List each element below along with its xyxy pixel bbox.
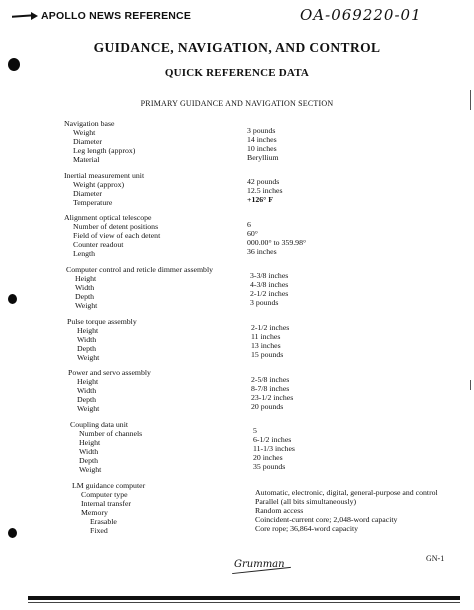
item-label: Internal transfer: [81, 499, 132, 508]
item-value: 6: [247, 220, 251, 229]
page-subtitle: QUICK REFERENCE DATA: [164, 67, 310, 79]
item-value: 15 pounds: [251, 350, 284, 359]
bottom-border-line: [28, 602, 460, 603]
item-label: Weight: [77, 404, 100, 413]
item-value: Automatic, electronic, digital, general-purpose and control: [255, 488, 438, 497]
item-value: 11 inches: [251, 332, 281, 341]
item-value: 60°: [247, 229, 258, 238]
item-value: 2-1/2 inches: [251, 323, 290, 332]
item-label: Width: [77, 335, 97, 344]
item-label: Height: [79, 438, 101, 447]
item-value: 35 pounds: [253, 462, 286, 471]
item-label: Width: [75, 283, 95, 292]
binder-hole-icon: [8, 294, 17, 304]
group-title-coupling-data-unit: Coupling data unit: [70, 420, 129, 429]
item-label: Counter readout: [73, 240, 124, 249]
item-value: 11-1/3 inches: [253, 444, 295, 453]
item-value: 000.00° to 359.98°: [247, 238, 307, 247]
item-value: 6-1/2 inches: [253, 435, 292, 444]
item-label: Temperature: [73, 198, 113, 207]
item-label: Height: [75, 274, 97, 283]
item-label: Computer type: [81, 490, 128, 499]
item-label: Field of view of each detent: [73, 231, 161, 240]
item-label: Diameter: [73, 137, 103, 146]
handwritten-document-number: OA-069220-01: [300, 6, 422, 24]
item-label: Depth: [77, 344, 97, 353]
group-title-lm-guidance-computer: LM guidance computer: [72, 481, 146, 490]
grumman-logo: Grumman: [234, 559, 285, 570]
section-title: PRIMARY GUIDANCE AND NAVIGATION SECTION: [140, 99, 334, 108]
item-value: Coincident-current core; 2,048-word capacity: [255, 515, 398, 524]
item-value: 23-1/2 inches: [251, 393, 294, 402]
group-title-computer-control-reticle-dimmer: Computer control and reticle dimmer assembly: [66, 265, 214, 274]
item-label: Number of detent positions: [73, 222, 159, 231]
item-label: Weight: [73, 128, 96, 137]
item-value: 10 inches: [247, 144, 277, 153]
item-value: 8-7/8 inches: [251, 384, 290, 393]
item-label: Fixed: [90, 526, 108, 535]
binder-hole-icon: [8, 58, 20, 71]
item-label: Memory: [81, 508, 108, 517]
item-value: 12.5 inches: [247, 186, 283, 195]
item-label: Weight: [79, 465, 102, 474]
item-value: Parallel (all bits simultaneously): [255, 497, 357, 506]
binder-hole-icon: [8, 528, 17, 538]
item-label: Depth: [75, 292, 95, 301]
group-title-pulse-torque-assembly: Pulse torque assembly: [67, 317, 137, 326]
item-label: Height: [77, 377, 99, 386]
item-label: Width: [77, 386, 97, 395]
item-value: 4-3/8 inches: [250, 280, 289, 289]
item-label: Width: [79, 447, 99, 456]
bottom-border-bar: [28, 596, 460, 600]
edge-mark: [470, 90, 471, 110]
item-value: 5: [253, 426, 257, 435]
group-title-power-and-servo-assembly: Power and servo assembly: [68, 368, 151, 377]
page-code: GN-1: [426, 554, 445, 563]
item-value: +126° F: [247, 195, 273, 204]
item-value: 36 inches: [247, 247, 277, 256]
item-label: Weight (approx): [73, 180, 125, 189]
item-label: Leg length (approx): [73, 146, 136, 155]
item-value: 2-5/8 inches: [251, 375, 290, 384]
item-value: 3-3/8 inches: [250, 271, 289, 280]
item-value: 42 pounds: [247, 177, 280, 186]
item-value: Random access: [255, 506, 304, 515]
item-value: 2-1/2 inches: [250, 289, 289, 298]
item-value: 13 inches: [251, 341, 281, 350]
item-label: Depth: [77, 395, 97, 404]
item-label: Erasable: [90, 517, 117, 526]
item-value: 3 pounds: [250, 298, 279, 307]
group-title-inertial-measurement-unit: Inertial measurement unit: [64, 171, 145, 180]
group-title-navigation-base: Navigation base: [64, 119, 115, 128]
item-label: Depth: [79, 456, 99, 465]
item-label: Material: [73, 155, 100, 164]
item-label: Diameter: [73, 189, 103, 198]
edge-mark: [470, 380, 471, 390]
item-value: 14 inches: [247, 135, 277, 144]
item-value: Beryllium: [247, 153, 279, 162]
arrow-icon: [12, 13, 38, 19]
item-label: Length: [73, 249, 96, 258]
item-label: Height: [77, 326, 99, 335]
item-value: 20 pounds: [251, 402, 284, 411]
item-label: Weight: [75, 301, 98, 310]
item-value: 20 inches: [253, 453, 283, 462]
page-title: GUIDANCE, NAVIGATION, AND CONTROL: [93, 40, 381, 55]
header-reference-label: [12, 10, 191, 22]
header-left-text: APOLLO NEWS REFERENCE: [41, 10, 192, 22]
group-title-alignment-optical-telescope: Alignment optical telescope: [64, 213, 152, 222]
item-value: Core rope; 36,864-word capacity: [255, 524, 359, 533]
item-label: Number of channels: [79, 429, 143, 438]
item-label: Weight: [77, 353, 100, 362]
item-value: 3 pounds: [247, 126, 276, 135]
